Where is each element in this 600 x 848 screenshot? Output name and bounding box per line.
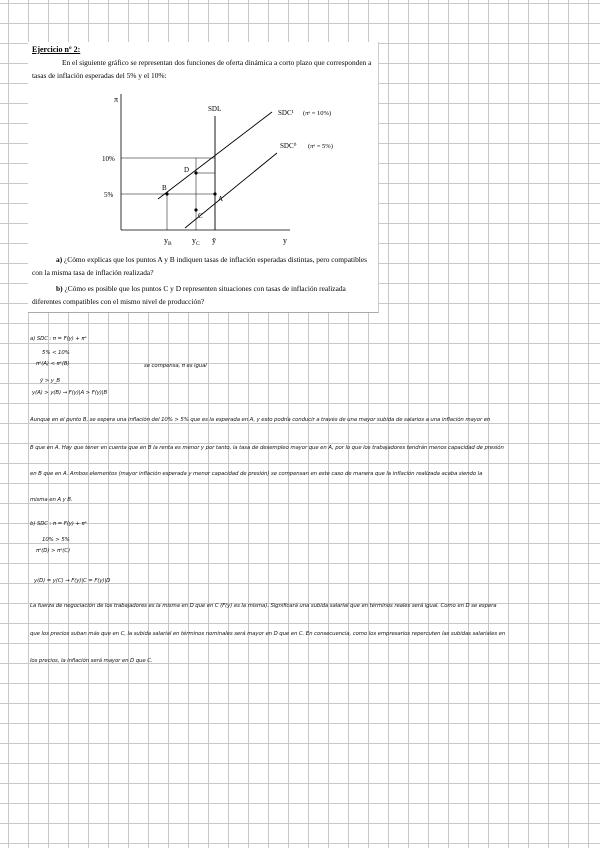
hw-a-line3: πᵉ(A) < πᵉ(B) <box>36 361 70 367</box>
hw-a-para1: Aunque en el punto B, se espera una inflación del 10% > 5% que es la esperada en A, y esto podría conducir a través de una mayor subida de salarios a una inflación mayor en <box>30 417 491 423</box>
hw-a-para4: misma en A y B. <box>30 497 73 503</box>
printed-exercise <box>28 42 379 313</box>
hw-b-para3: los precios, la inflación será mayor en D que C. <box>30 658 153 664</box>
point-c-label: C <box>198 212 203 220</box>
hw-b-line4: y(D) = y(C) → F(y)|C = F(y)|D <box>34 578 111 584</box>
tick-5-label: 5% <box>104 191 114 199</box>
question-a-text: ¿Cómo explicas que los puntos A y B indiquen tasas de inflación esperadas distintas, pero compatibles con la misma tasa de inflación realizada? <box>32 255 367 277</box>
question-a <box>32 253 372 279</box>
question-a-label: a) <box>56 255 63 264</box>
sdc1-label: SDC¹ <box>278 109 294 117</box>
hw-b-para2: que los precios suban más que en C, la subida salarial en términos nominales será mayor en D que en C. En consecuencia, como los empresarios repercuten las subidas salariales en <box>30 631 506 637</box>
point-d-marker <box>194 171 197 174</box>
hw-a-line5: y(A) > y(B) → F(y)|A > F(y)|B <box>32 390 108 396</box>
sdc1-note: (πᵉ = 10%) <box>303 110 332 117</box>
hw-b-line3: πᵉ(D) > πᵉ(C) <box>36 548 70 554</box>
hw-a-line4: ȳ > y_B <box>40 378 61 384</box>
hw-a-line1: a) SDC : π = F(y) + πᵉ <box>30 336 87 342</box>
exercise-title: Ejercicio nº 2: <box>32 45 81 54</box>
hw-b-line1: b) SDC : π = F(y) + πᵉ <box>30 521 87 527</box>
hw-b-line2: 10% > 5% <box>42 537 70 543</box>
tick-10-label: 10% <box>102 155 115 163</box>
tick-yb-label: $y_B$ <box>164 236 172 247</box>
hw-a-para3: en B que en A. Ambos elementos (mayor inflación esperada y menor capacidad de presión) se compensan en este caso de manera que la inflación realizada acaba siendo la <box>30 471 483 477</box>
supply-graph <box>28 42 378 254</box>
exercise-intro: En el siguiente gráfico se representan dos funciones de oferta dinámica a corto plazo que corresponden a tasas de inflación esperadas del 5% y el 10%: <box>32 58 372 80</box>
point-d-label: D <box>184 166 190 174</box>
sdc0-label: SDC⁰ <box>280 142 297 150</box>
point-b-label: B <box>162 184 167 192</box>
sdc0-note: (πᵉ = 5%) <box>308 143 333 150</box>
point-b-marker <box>165 192 168 195</box>
question-b-label: b) <box>56 284 63 293</box>
tick-yc-label: $y_C$ <box>192 236 200 247</box>
point-a-marker <box>213 192 216 195</box>
hw-a-para2: B que en A. Hay que tener en cuenta que en B la renta es menor y por tanto, la tasa de desempleo mayor que en A, por lo que los trabajadores tendrán menos capacidad de presión <box>30 445 504 451</box>
sdl-label: SDL <box>208 105 222 113</box>
x-axis-label: y <box>283 236 287 245</box>
question-b <box>32 282 372 308</box>
hw-a-line2: 5% < 10% <box>42 350 70 356</box>
y-axis-label: π <box>114 95 119 104</box>
question-b-text: ¿Cómo es posible que los puntos C y D representen situaciones con tasas de inflación realizada diferentes compatibles con el mismo nivel de producción? <box>32 284 346 306</box>
hw-b-para1: La fuerza de negociación de los trabajadores es la misma en D que en C (F(y) es la misma). Significará una subida salarial que en términos reales será igual. Como en D se espera <box>30 603 497 609</box>
tick-ybar-label: ȳ <box>212 236 216 245</box>
hw-a-side: se compensa, π es igual <box>144 363 207 369</box>
point-a-label: A <box>218 195 224 203</box>
